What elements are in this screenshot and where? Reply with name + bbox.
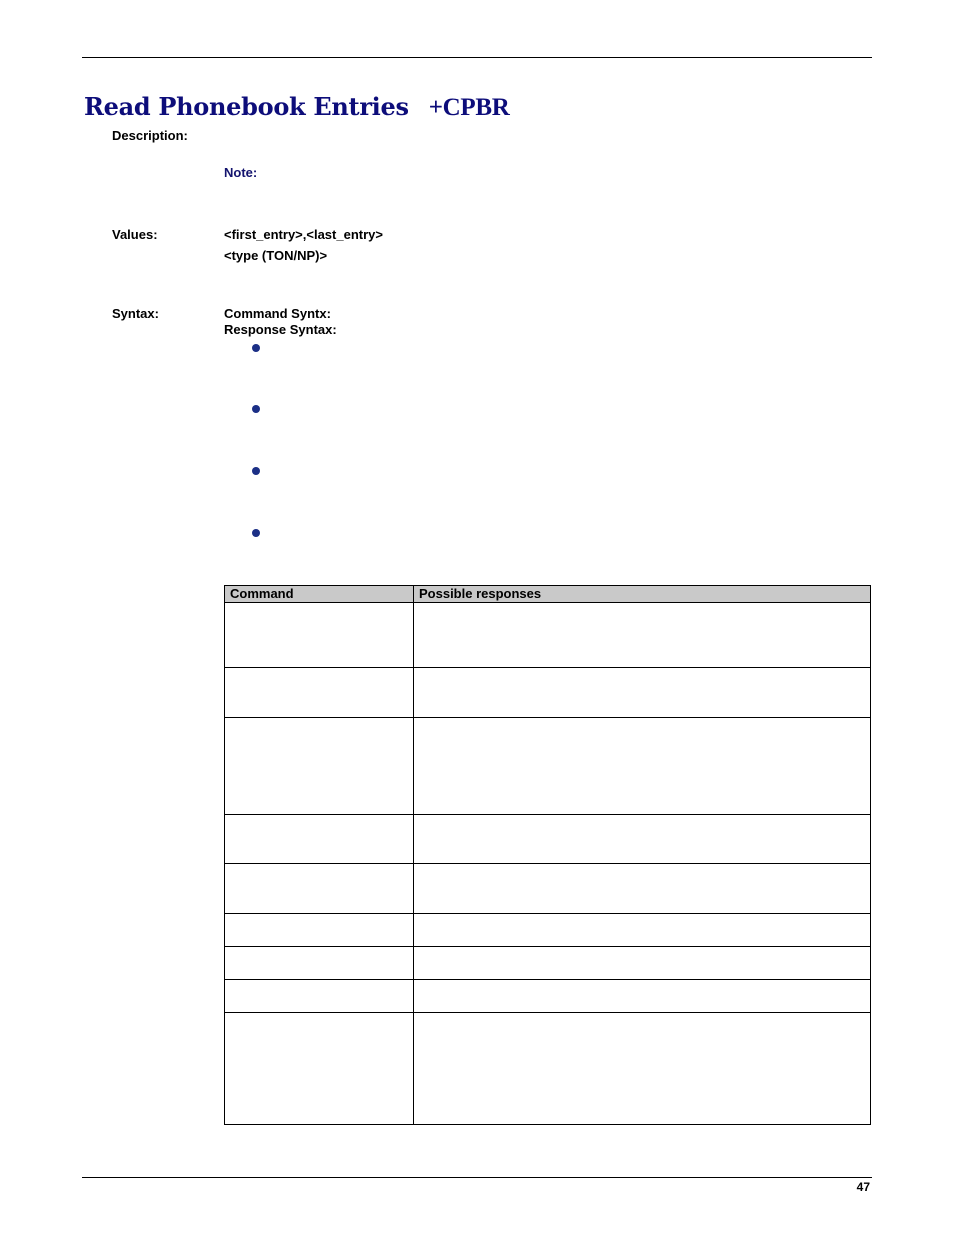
bullet-icon [252, 467, 260, 475]
table-cell [225, 947, 414, 980]
page-number: 47 [856, 1180, 870, 1194]
table-cell [414, 815, 871, 864]
table-cell [225, 668, 414, 718]
table-cell [414, 1013, 871, 1125]
table-row [225, 980, 871, 1013]
table-cell [414, 947, 871, 980]
bullet-icon [252, 405, 260, 413]
value-type: <type (TON/NP)> [224, 248, 328, 263]
column-header-command: Command [225, 586, 414, 603]
values-label: Values: [112, 227, 158, 242]
description-label: Description: [112, 128, 188, 143]
note-label: Note: [224, 165, 258, 180]
table-row [225, 668, 871, 718]
table-cell [414, 864, 871, 914]
table-row [225, 864, 871, 914]
table-cell [414, 718, 871, 815]
page-title [84, 92, 510, 122]
table-cell [225, 980, 414, 1013]
table-row [225, 815, 871, 864]
column-header-responses: Possible responses [414, 586, 871, 603]
command-syntax-label: Command Syntx: [224, 306, 331, 321]
bullet-icon [252, 529, 260, 537]
syntax-label: Syntax: [112, 306, 159, 321]
table-cell [225, 815, 414, 864]
table-row [225, 718, 871, 815]
header-rule [82, 57, 872, 58]
table-cell [225, 864, 414, 914]
response-syntax-label: Response Syntax: [224, 322, 337, 337]
table-cell [225, 718, 414, 815]
title-text: Read Phonebook Entries [84, 92, 409, 121]
table-cell [225, 603, 414, 668]
table-cell [414, 668, 871, 718]
bullet-icon [252, 344, 260, 352]
table-cell [225, 914, 414, 947]
table-header-row [225, 586, 871, 603]
command-response-table [224, 585, 871, 1125]
table-cell [225, 1013, 414, 1125]
title-command: +CPBR [428, 94, 510, 121]
table-row [225, 947, 871, 980]
table-cell [414, 980, 871, 1013]
table-row [225, 914, 871, 947]
value-entry-range: <first_entry>,<last_entry> [224, 227, 383, 242]
table-cell [414, 603, 871, 668]
table-row [225, 1013, 871, 1125]
table-row [225, 603, 871, 668]
footer-rule [82, 1177, 872, 1178]
table-cell [414, 914, 871, 947]
